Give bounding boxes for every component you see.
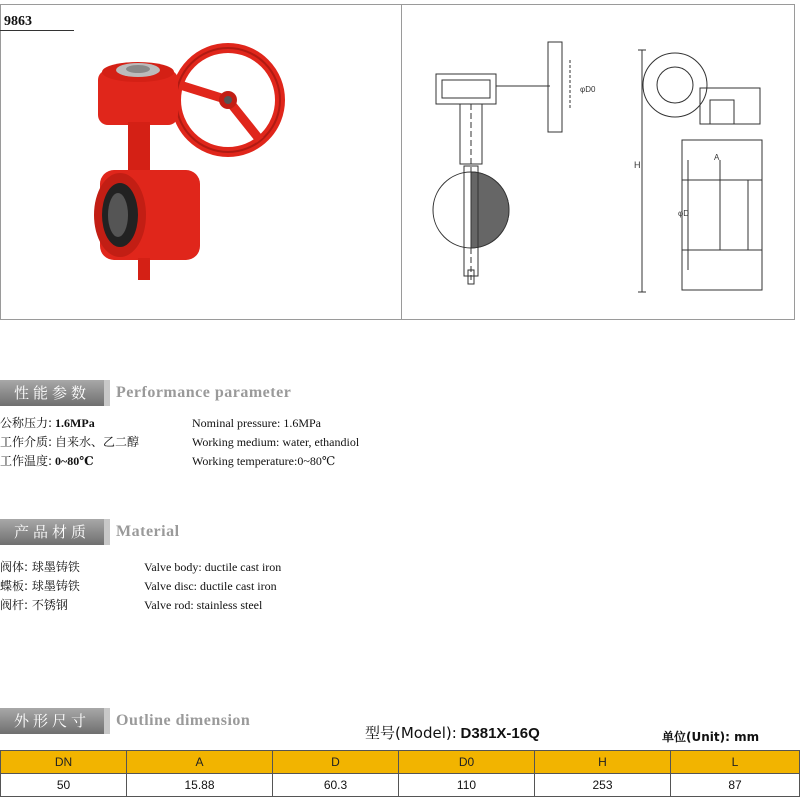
col-header: H bbox=[535, 751, 671, 774]
material-header bbox=[0, 519, 180, 545]
material-en-row: Valve disc: ductile cast iron bbox=[144, 579, 277, 593]
material-en-row: Valve rod: stainless steel bbox=[144, 598, 263, 612]
table-row bbox=[1, 774, 800, 797]
material-cn-row: 阀杆: 不锈钢 bbox=[0, 598, 68, 612]
performance-title-en: Performance parameter bbox=[116, 384, 292, 401]
valve-technical-drawing bbox=[420, 30, 780, 300]
material-title-cn: 产品材质 bbox=[0, 519, 110, 545]
col-header: A bbox=[127, 751, 273, 774]
label-d: φD bbox=[678, 209, 689, 218]
valve-photo bbox=[80, 30, 300, 300]
cn-label: 工作温度: bbox=[0, 454, 53, 468]
table-cell: 50 bbox=[1, 774, 127, 797]
cn-value: 自来水、乙二醇 bbox=[55, 435, 140, 449]
performance-title-cn: 性能参数 bbox=[0, 380, 110, 406]
table-cell: 253 bbox=[535, 774, 671, 797]
table-cell: 110 bbox=[399, 774, 535, 797]
table-cell: 87 bbox=[671, 774, 800, 797]
table-cell: 15.88 bbox=[127, 774, 273, 797]
performance-header bbox=[0, 380, 291, 406]
performance-row bbox=[0, 452, 94, 471]
material-cn-row: 阀体: 球墨铸铁 bbox=[0, 560, 80, 574]
frame-divider bbox=[401, 4, 402, 320]
performance-row bbox=[0, 414, 95, 433]
cn-value: 0~80℃ bbox=[55, 454, 94, 468]
code-underline bbox=[0, 30, 74, 31]
table-cell: 60.3 bbox=[273, 774, 399, 797]
outline-title-cn: 外形尺寸 bbox=[0, 708, 110, 734]
cn-label: 公称压力: bbox=[0, 416, 53, 430]
label-a: A bbox=[714, 153, 720, 162]
dimension-table bbox=[0, 750, 800, 797]
cn-value: 1.6MPa bbox=[55, 416, 95, 430]
outline-title-en: Outline dimension bbox=[116, 712, 251, 729]
model-value: D381X-16Q bbox=[460, 725, 540, 742]
product-code: 9863 bbox=[4, 14, 32, 29]
cn-label: 工作介质: bbox=[0, 435, 53, 449]
col-header: D0 bbox=[399, 751, 535, 774]
col-header: D bbox=[273, 751, 399, 774]
label-d0: φD0 bbox=[580, 85, 596, 94]
outline-header bbox=[0, 708, 250, 734]
label-h: H bbox=[634, 160, 641, 170]
model-line bbox=[365, 722, 540, 743]
material-title-en: Material bbox=[116, 523, 180, 540]
performance-row bbox=[0, 433, 139, 452]
material-en-row: Valve body: ductile cast iron bbox=[144, 560, 282, 574]
col-header: L bbox=[671, 751, 800, 774]
material-cn-row: 蝶板: 球墨铸铁 bbox=[0, 579, 80, 593]
performance-en-row: Working temperature:0~80℃ bbox=[192, 454, 336, 468]
table-header-row bbox=[1, 751, 800, 774]
model-label: 型号(Model): bbox=[365, 724, 457, 742]
performance-en-row: Nominal pressure: 1.6MPa bbox=[192, 416, 321, 430]
unit-label: 单位(Unit): mm bbox=[662, 730, 760, 744]
col-header: DN bbox=[1, 751, 127, 774]
performance-en-row: Working medium: water, ethandiol bbox=[192, 435, 360, 449]
